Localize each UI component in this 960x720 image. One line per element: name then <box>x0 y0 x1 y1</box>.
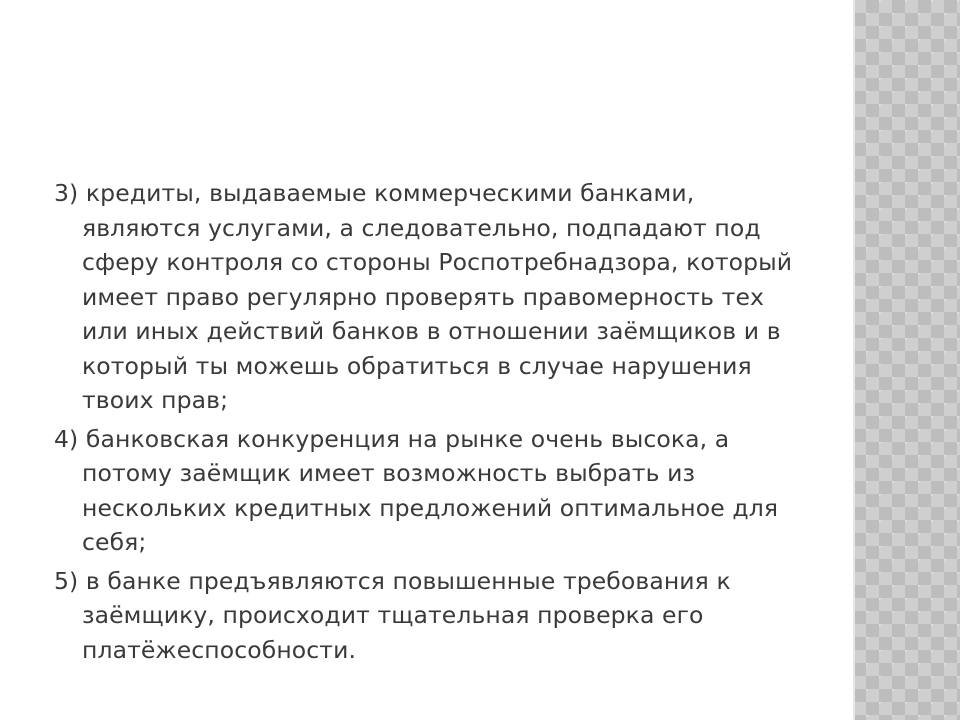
list-item-5: 5) в банке предъявляются повышенные требования к заёмщику, происходит тщательная проверка его платёжеспособности. <box>54 566 731 664</box>
list-item-4: 4) банковская конкуренция на рынке очень высока, а потому заёмщик имеет возможность выбрать из нескольких кредитных предложений оптимальное для себя; <box>54 424 779 556</box>
slide-body-text <box>54 176 794 671</box>
pattern-edge-divider <box>853 0 855 720</box>
decorative-pattern-strip <box>853 0 960 720</box>
list-item-3: 3) кредиты, выдаваемые коммерческими банками, являются услугами, а следовательно, подпадают под сферу контроля со стороны Роспотребнадзора, который имеет право регулярно проверять правомерность тех или иных действий банков в отношении заёмщиков и в который ты можешь обратиться в случае нарушения твоих прав; <box>54 179 793 414</box>
